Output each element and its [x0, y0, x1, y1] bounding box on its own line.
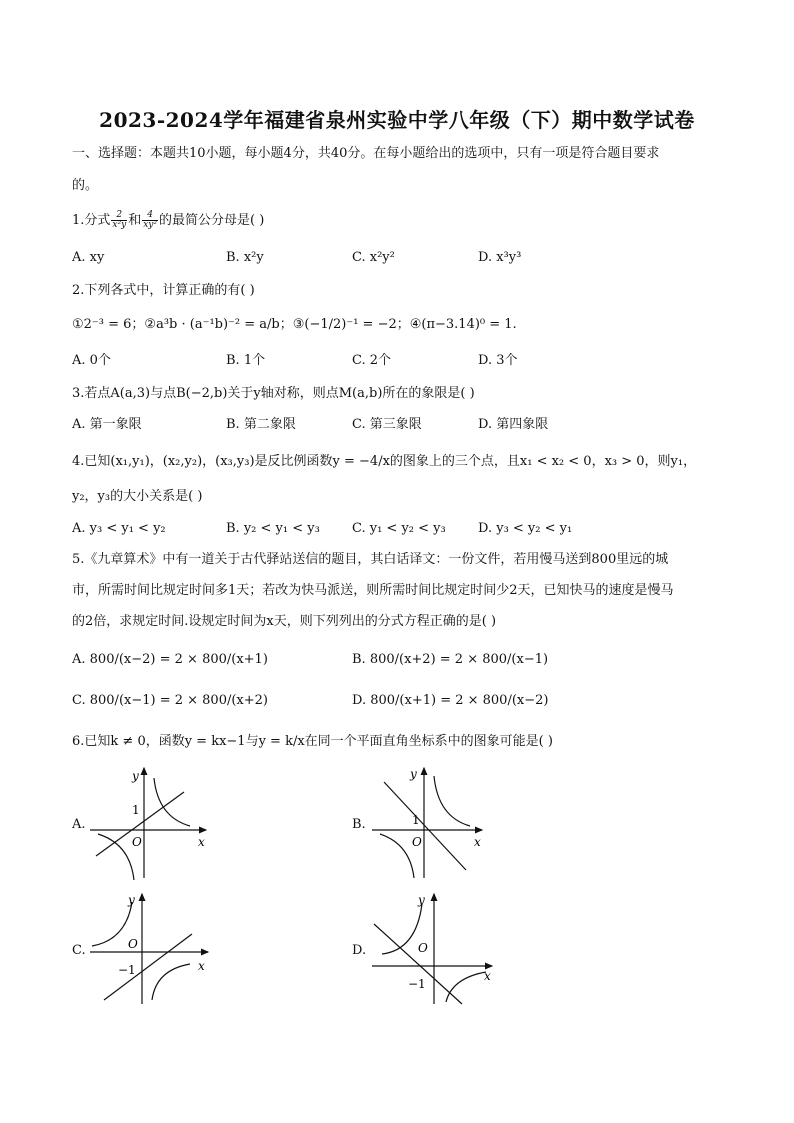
section-instructions: 一、选择题：本题共10小题，每小题4分，共40分。在每小题给出的选项中，只有一项是符合题目要求	[72, 146, 660, 161]
question-6-option-d-label[interactable]: D.	[352, 943, 367, 958]
origin-label: O	[132, 835, 142, 849]
question-2-option-b[interactable]: B. 1个	[226, 353, 266, 368]
svg-text:O: O	[412, 835, 422, 849]
question-5-stem-cont2: 的2倍，求规定时间.设规定时间为x天，则下列列出的分式方程正确的是( )	[72, 614, 497, 629]
question-3-stem: 3.若点A(a,3)与点B(−2,b)关于y轴对称，则点M(a,b)所在的象限是( )	[72, 386, 475, 401]
question-1-stem: 1.分式 $\frac{2}{\text{x²y}}$ 和 $\frac{4}{\text{xy²}}$ 的最简公分母是( )	[72, 210, 265, 230]
svg-text:O: O	[128, 937, 138, 951]
question-6-option-a-label[interactable]: A.	[72, 817, 86, 832]
hyperbola-branch-1	[154, 778, 190, 826]
fraction-1: $\frac{2}{\text{x²y}}$	[112, 210, 127, 230]
graph-c	[88, 888, 218, 1006]
question-2-option-c[interactable]: C. 2个	[352, 353, 392, 368]
page-title: 2023-2024学年福建省泉州实验中学八年级（下）期中数学试卷	[99, 108, 695, 132]
question-1-option-a[interactable]: A. xy	[72, 250, 105, 265]
question-6-option-c-label[interactable]: C.	[72, 943, 86, 958]
svg-text:x: x	[484, 969, 491, 983]
question-6-stem: 6.已知k ≠ 0，函数y = kx−1与y = k/x在同一个平面直角坐标系中的图象可能是( )	[72, 734, 553, 749]
question-1-option-b[interactable]: B. x²y	[226, 250, 264, 265]
question-5-option-b[interactable]: B. 800/(x+2) = 2 × 800/(x−1)	[352, 652, 549, 667]
question-5-option-c[interactable]: C. 800/(x−1) = 2 × 800/(x+2)	[72, 693, 268, 708]
question-2-stem: 2.下列各式中，计算正确的有( )	[72, 283, 255, 298]
svg-text:−1: −1	[408, 977, 426, 991]
svg-text:O: O	[418, 941, 428, 955]
question-4-stem-cont: y₂，y₃的大小关系是( )	[72, 489, 203, 504]
y-label: y	[132, 769, 139, 783]
question-3-option-d[interactable]: D. 第四象限	[478, 417, 549, 432]
svg-text:y: y	[128, 893, 135, 907]
question-3-option-a[interactable]: A. 第一象限	[72, 417, 142, 432]
svg-text:y: y	[410, 767, 417, 781]
x-label: x	[198, 835, 205, 849]
question-1-option-d[interactable]: D. x³y³	[478, 250, 522, 265]
graph-b	[370, 762, 495, 880]
tick-label: 1	[132, 803, 140, 817]
question-5-stem-cont1: 市，所需时间比规定时间多1天；若改为快马派送，则所需时间比规定时间少2天，已知快马的速度是慢马	[72, 583, 674, 598]
fraction-2: $\frac{4}{\text{xy²}}$	[143, 210, 157, 230]
question-1-option-c[interactable]: C. x²y²	[352, 250, 395, 265]
question-5-option-a[interactable]: A. 800/(x−2) = 2 × 800/(x+1)	[72, 652, 268, 667]
svg-text:x: x	[474, 835, 481, 849]
question-3-option-b[interactable]: B. 第二象限	[226, 417, 296, 432]
question-4-stem: 4.已知(x₁,y₁)，(x₂,y₂)，(x₃,y₃)是反比例函数y = −4/x的图象上的三个点，且x₁ < x₂ < 0，x₃ > 0，则y₁，	[72, 454, 697, 469]
question-4-option-c[interactable]: C. y₁ < y₂ < y₃	[352, 521, 446, 536]
section-instructions-cont: 的。	[72, 178, 99, 193]
question-3-option-c[interactable]: C. 第三象限	[352, 417, 422, 432]
question-4-option-a[interactable]: A. y₃ < y₁ < y₂	[72, 521, 166, 536]
question-2-option-a[interactable]: A. 0个	[72, 353, 111, 368]
svg-text:−1: −1	[118, 963, 136, 977]
question-6-option-b-label[interactable]: B.	[352, 817, 366, 832]
svg-text:x: x	[198, 959, 205, 973]
graph-d	[370, 888, 498, 1006]
graph-a	[88, 762, 218, 880]
question-2-option-d[interactable]: D. 3个	[478, 353, 518, 368]
question-5-option-d[interactable]: D. 800/(x+1) = 2 × 800/(x−2)	[352, 693, 549, 708]
question-2-items: ①2⁻³ = 6；②a³b · (a⁻¹b)⁻² = a/b；③(−1/2)⁻¹ = −2；④(π−3.14)⁰ = 1.	[72, 317, 517, 332]
svg-text:y: y	[418, 893, 425, 907]
question-4-option-d[interactable]: D. y₃ < y₂ < y₁	[478, 521, 573, 536]
svg-text:1: 1	[412, 813, 420, 827]
question-4-option-b[interactable]: B. y₂ < y₁ < y₃	[226, 521, 320, 536]
question-5-stem: 5.《九章算术》中有一道关于古代驿站送信的题目，其白话译文：一份文件，若用慢马送到800里远的城	[72, 552, 669, 567]
